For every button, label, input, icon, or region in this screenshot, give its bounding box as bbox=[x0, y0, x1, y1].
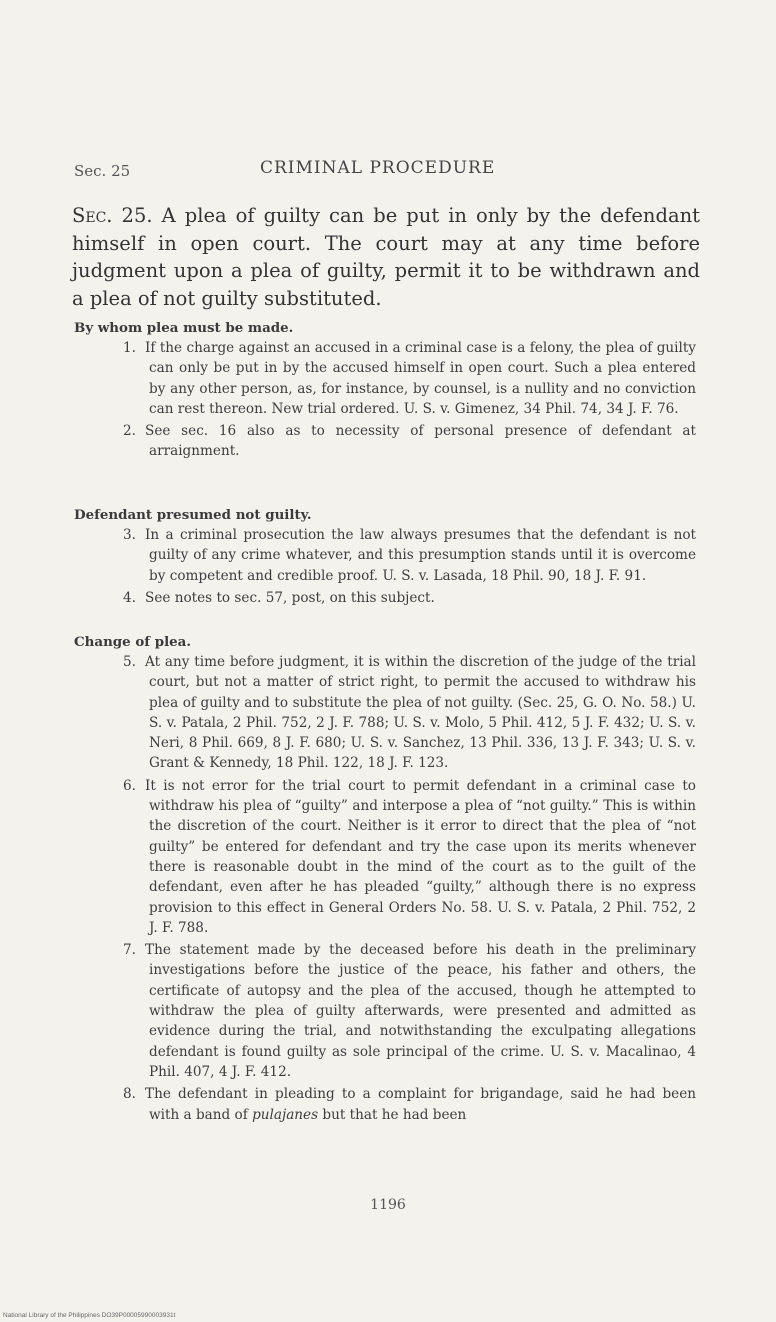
group-heading: Defendant presumed not guilty. bbox=[74, 507, 312, 523]
group-change-of-plea bbox=[74, 632, 696, 1125]
group-heading: By whom plea must be made. bbox=[74, 320, 294, 336]
running-header bbox=[74, 158, 696, 184]
header-title: CRIMINAL PROCEDURE bbox=[260, 158, 496, 178]
section-body: A plea of guilty can be put in only by the defendant himself in open court. The court may at any time before judgment upon a plea of guilty, permit it to be withdrawn and a plea of not guilty substituted. bbox=[72, 204, 700, 310]
note-7: 7. The statement made by the deceased before his death in the preliminary investigations before the justice of the peace, his father and others, the certificate of autopsy and the plea of the accused, though he attempted to withdraw the plea of guilty afterwards, were presented and admitted as evidence during the trial, and notwithstanding the exculpating allegations defendant is found guilty as sole principal of the crime. U. S. v. Macalinao, 4 Phil. 407, 4 J. F. 412. bbox=[123, 942, 696, 1080]
group-presumed-not-guilty bbox=[74, 505, 696, 608]
group-by-whom bbox=[74, 318, 696, 462]
note-5: 5. At any time before judgment, it is within the discretion of the judge of the trial court, but not a matter of strict right, to permit the accused to withdraw his plea of guilty and to substitute the plea of not guilty. (Sec. 25, G. O. No. 58.) U. S. v. Patala, 2 Phil. 752, 2 J. F. 788; U. S. v. Molo, 5 Phil. 412, 5 J. F. 432; U. S. v. Neri, 8 Phil. 669, 8 J. F. 680; U. S. v. Sanchez, 13 Phil. 336, 13 J. F. 343; U. S. v. Grant & Kennedy, 18 Phil. 122, 18 J. F. 123. bbox=[123, 654, 696, 772]
note-1: 1. If the charge against an accused in a criminal case is a felony, the plea of guilty can only be put in by the accused himself in open court. Such a plea entered by any other person, as, for instance, by counsel, is a nullity and no conviction can rest thereon. New trial ordered. U. S. v. Gimenez, 34 Phil. 74, 34 J. F. 76. bbox=[123, 340, 696, 417]
italic-term: pulajanes bbox=[252, 1106, 319, 1123]
note-8: 8. The defendant in pleading to a complaint for brigandage, said he had been with a band of pulajanes but that he had been bbox=[123, 1086, 696, 1123]
note-2: 2. See sec. 16 also as to necessity of personal presence of defendant at arraignment. bbox=[123, 423, 696, 460]
note-4: 4. See notes to sec. 57, post, on this subject. bbox=[123, 589, 435, 606]
scan-footer: National Library of the Philippines DO39P00005990003931t bbox=[3, 1312, 176, 1319]
page-number: 1196 bbox=[370, 1197, 406, 1213]
header-section-ref: Sec. 25 bbox=[74, 162, 131, 180]
note-6: 6. It is not error for the trial court to permit defendant in a criminal case to withdraw his plea of “guilty” and interpose a plea of “not guilty.” This is within the discretion of the court. Neither is it error to direct that the plea of “not guilty” be entered for defendant and try the case upon its merits whenever there is reasonable doubt in the mind of the court as to the guilt of the defendant, even after he has pleaded “guilty,” although there is no express provision to this effect in General Orders No. 58. U. S. v. Patala, 2 Phil. 752, 2 J. F. 788. bbox=[123, 777, 696, 936]
note-3: 3. In a criminal prosecution the law always presumes that the defendant is not guilty of any crime whatever, and this presumption stands until it is overcome by competent and credible proof. U. S. v. Lasada, 18 Phil. 90, 18 J. F. 91. bbox=[123, 527, 696, 584]
section-25-text bbox=[72, 202, 700, 312]
section-label: Sec. 25. bbox=[72, 204, 153, 227]
group-heading: Change of plea. bbox=[74, 634, 192, 650]
